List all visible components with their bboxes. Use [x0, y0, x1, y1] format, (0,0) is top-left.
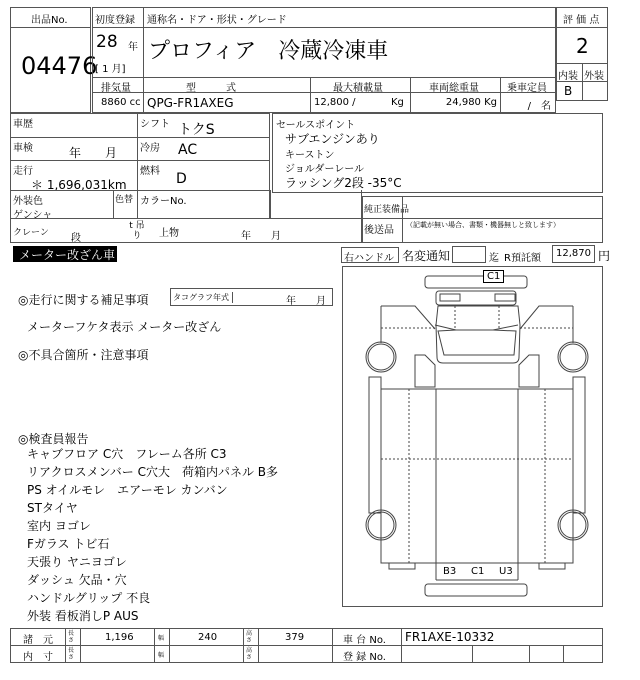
inspector-heading: ◎検査員報告: [18, 432, 89, 446]
name-label-cell: [143, 7, 556, 28]
lot-label: 出品No.: [31, 15, 68, 26]
mileage-value: ＊ 1,696,031km: [31, 178, 127, 192]
reg-month: [ 1 月]: [95, 64, 126, 75]
crane-label: クレーン: [13, 228, 49, 238]
blank-cell: [270, 190, 362, 219]
exterior-label: 外装: [584, 71, 604, 82]
inspector-item: STタイヤ: [27, 501, 78, 515]
ac-value: AC: [178, 142, 198, 158]
history-cell: [10, 113, 138, 138]
inspection-label: 車検: [13, 143, 33, 154]
color-cell: [10, 190, 114, 219]
ac-cell: [137, 137, 270, 161]
capacity-label-cell: [500, 77, 556, 93]
inner-length-label: 長さ: [68, 647, 75, 661]
inspector-item: ダッシュ 欠品・穴: [27, 573, 127, 587]
tachograph-box: [170, 288, 333, 306]
gross-weight: 24,980 Kg: [445, 97, 497, 108]
inspector-item: キャブフロア C穴 フレーム各所 C3: [27, 447, 227, 461]
gross-weight-label-cell: [410, 77, 501, 93]
interior-label-cell: [556, 63, 583, 82]
max-load-cell: [310, 92, 411, 113]
later-label: 後送品: [364, 225, 394, 236]
score-cell: [556, 27, 608, 64]
model-label-cell: [143, 77, 311, 93]
capacity: / 名: [527, 101, 551, 112]
inspector-item: Fガラス トビ石: [27, 537, 110, 551]
max-load-unit: Kg: [391, 97, 404, 108]
max-load-label-cell: [310, 77, 411, 93]
later-cell: [402, 218, 603, 243]
name-label: 通称名・ドア・形状・グレード: [147, 15, 287, 26]
genuine-cell: [402, 196, 603, 219]
genuine-label: 純正装備品: [364, 205, 410, 215]
inner-height-label: 高さ: [246, 647, 253, 661]
until-label: 迄: [489, 253, 499, 264]
inspector-item: ハンドルグリップ 不良: [27, 591, 151, 605]
score-label-cell: [556, 7, 608, 28]
history-label: 車歴: [13, 119, 33, 130]
score: 2: [576, 34, 589, 58]
crane-ton: t 吊り: [129, 221, 145, 241]
registration-label: 登 録 No.: [343, 652, 386, 663]
body-date: 年 月: [241, 231, 281, 242]
model: QPG-FR1AXEG: [147, 96, 234, 110]
rear-mark: U3: [499, 566, 513, 577]
truck-diagram: [342, 266, 603, 607]
shift-cell: [137, 113, 270, 138]
first-reg-label: 初度登録: [95, 15, 135, 26]
color-change-cell: [113, 190, 138, 219]
max-load: 12,800 /: [314, 97, 356, 108]
mileage-cell: [10, 160, 138, 191]
recycle-amount: 12,870: [552, 245, 595, 263]
recycle-label: R預託額: [504, 253, 541, 264]
capacity-cell: [500, 92, 556, 113]
reg-year: 28: [96, 32, 118, 52]
exterior-label-cell: [582, 63, 608, 82]
inspector-item: 外装 看板消しP AUS: [27, 609, 139, 623]
exterior-grade-cell: [582, 81, 608, 101]
sales-points-label: セールスポイント: [276, 120, 356, 131]
model-label: 型 式: [186, 83, 236, 94]
inner-width-label: 幅: [158, 652, 165, 659]
height-value: 379: [285, 632, 305, 643]
mileage-notes-heading: ◎走行に関する補足事項: [18, 293, 149, 307]
year-unit: 年: [128, 42, 138, 53]
shift-value: トクS: [178, 122, 215, 138]
inspection-cell: [10, 137, 138, 161]
fuel-label: 燃料: [140, 166, 160, 177]
fuel-cell: [137, 160, 270, 191]
inspector-item: 天張り ヤニヨゴレ: [27, 555, 127, 569]
height-label: 高さ: [246, 630, 253, 644]
displacement-label-cell: [92, 77, 144, 93]
later-label-cell: [362, 218, 403, 243]
rear-mark: C1: [471, 566, 485, 577]
lot-label-cell: [10, 7, 91, 28]
crane-stage: 段: [71, 233, 81, 244]
mileage-note: メーターフケタ表示 メーター改ざん: [27, 320, 222, 334]
yen-label: 円: [598, 249, 611, 263]
model-cell: [143, 92, 311, 113]
sales-points-box: [272, 113, 603, 193]
inner-label: 内 寸: [23, 652, 53, 663]
defects-heading: ◎不具合箇所・注意事項: [18, 348, 149, 362]
chassis-number: FR1AXE-10332: [405, 630, 495, 644]
interior-grade: B: [564, 84, 573, 98]
tachograph-value: 年 月: [286, 296, 326, 307]
gross-weight-cell: [410, 92, 501, 113]
car-name-cell: [143, 27, 556, 78]
fuel-value: D: [176, 171, 187, 187]
right-hand-drive-badge: 右ハンドル: [341, 247, 399, 263]
genuine-label-cell: [362, 196, 410, 219]
displacement: 8860 cc: [101, 97, 141, 108]
width-value: 240: [198, 632, 218, 643]
color-label: 外装色: [13, 196, 43, 207]
inspector-item: 室内 ヨゴレ: [27, 519, 91, 533]
first-reg-cell: [92, 7, 144, 28]
sales-point: サブエンジンあり: [285, 132, 380, 146]
inspection-value: 年 月: [69, 146, 118, 160]
crane-row: [10, 218, 362, 243]
length-value: 1,196: [105, 632, 134, 643]
ac-label: 冷房: [140, 143, 160, 154]
chassis-label: 車 台 No.: [343, 635, 386, 646]
meter-tampered-badge: メーター改ざん車: [13, 246, 117, 262]
sales-point: キーストン: [285, 150, 335, 161]
color-no-cell: [137, 190, 270, 219]
first-reg-date: [92, 27, 144, 78]
capacity-label: 乗車定員: [507, 83, 547, 94]
later-note: （記載が無い場合、書類・機器無しと致します）: [406, 221, 560, 229]
truck-outline-icon: [343, 267, 604, 608]
name-change-box: [452, 246, 486, 263]
score-label: 評 価 点: [563, 15, 600, 26]
sales-point: ラッシング2段 -35°C: [285, 176, 402, 190]
body-label: 上物: [159, 228, 179, 239]
inspector-item: PS オイルモレ エアーモレ カンバン: [27, 483, 228, 497]
lot-number: 04476: [21, 52, 98, 80]
inspector-item: リアクロスメンバー C穴大 荷箱内パネル B多: [27, 465, 279, 479]
inspector-items: [27, 445, 278, 625]
lot-number-cell: [10, 27, 98, 113]
front-bumper-mark: C1: [483, 270, 504, 283]
spec-label: 諸 元: [23, 635, 53, 646]
width-label: 幅: [158, 635, 165, 642]
interior-label: 内装: [558, 71, 578, 82]
color-value: ゲンシャ: [13, 210, 53, 221]
interior-grade-cell: [556, 81, 583, 101]
car-name: プロフィア 冷蔵冷凍車: [148, 39, 389, 64]
rear-mark: B3: [443, 566, 457, 577]
tachograph-label: タコグラフ年式: [173, 292, 233, 303]
color-change-label: 色替: [115, 195, 134, 205]
name-change-label: 名変通知: [402, 249, 451, 263]
max-load-label: 最大積載量: [333, 83, 383, 94]
color-no-label: カラーNo.: [140, 196, 187, 207]
shift-label: シフト: [140, 119, 170, 130]
displacement-cell: [92, 92, 144, 113]
gross-weight-label: 車両総重量: [429, 83, 479, 94]
mileage-label: 走行: [13, 166, 33, 177]
displacement-label: 排気量: [101, 83, 131, 94]
sales-point: ジョルダーレール: [285, 164, 364, 175]
length-label: 長さ: [68, 630, 75, 644]
